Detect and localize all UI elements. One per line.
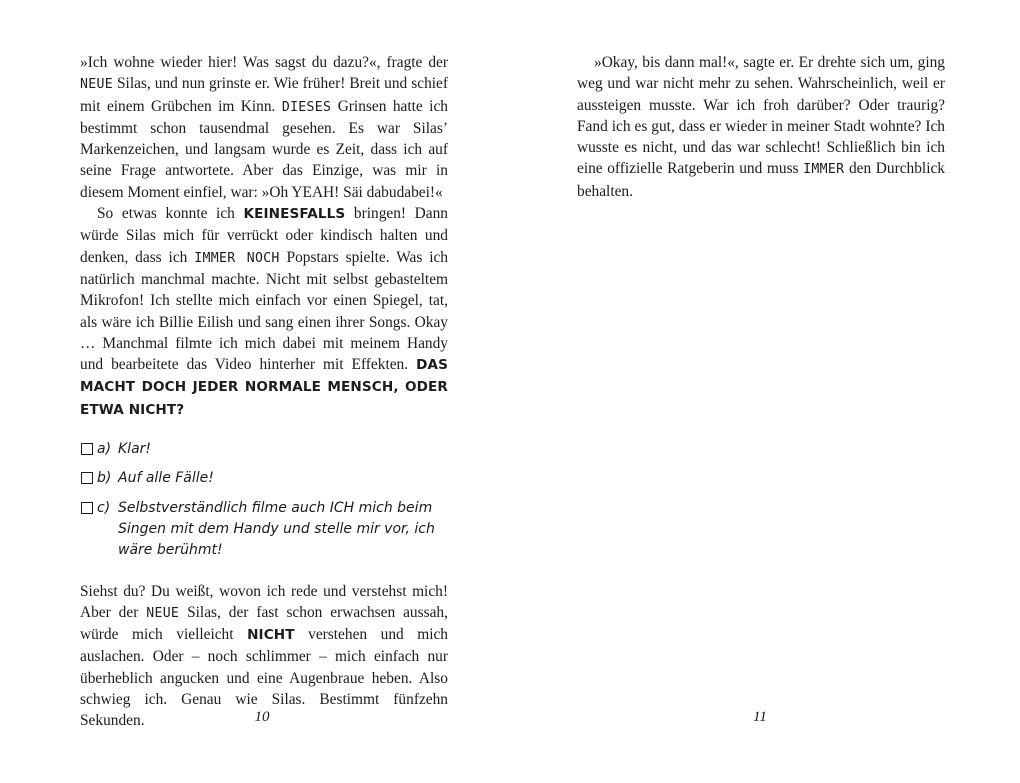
page-number: 11 — [753, 709, 767, 725]
option-a: a) Klar! — [80, 439, 448, 460]
emphasis-neue: NEUE — [146, 605, 180, 621]
paragraph-2: So etwas konnte ich KEINESFALLS bringen! Dann würde Silas mich für verrückt oder kindisch halten und denken, dass ich IMMER NOCH Popstars spielte. Was ich natürlich manchmal machte. Nicht mit selbst gebasteltem Mikrofon! Ich stellte mich einfach vor einen Spiegel, tat, als wäre ich Billie Eilish und sang einen ihrer Songs. Okay … Manchmal filmte ich mich dabei mit meinem Handy und bearbeitete das Video hinterher mit Effekten. DAS MACHT DOCH JEDER NORMALE MENSCH, ODER ETWA NICHT? — [80, 205, 448, 418]
checkbox-icon — [81, 472, 93, 484]
answer-options — [80, 439, 448, 561]
page-number: 10 — [254, 709, 270, 725]
emphasis-nicht: NICHT — [247, 627, 295, 644]
paragraph-3: Siehst du? Du weißt, wovon ich rede und verstehst mich! Aber der NEUE Silas, der fast schon erwachsen aussah, würde mich vielleicht NICHT verstehen und mich auslachen. Oder – noch schlimmer – mich einfach nur überheblich angucken und eine Augenbraue heben. Also schwieg ich. Genau wie Silas. Bestimmt fünfzehn Sekunden. — [80, 582, 449, 730]
emphasis-immer-noch: IMMER NOCH — [194, 250, 280, 266]
paragraph-1: »Okay, bis dann mal!«, sagte er. Er drehte sich um, ging weg und war nicht mehr zu sehen. Wahrscheinlich, weil er aussteigen musste. War ich froh darüber? Oder traurig? Fand ich es gut, dass er wieder in meiner Stadt wohnte? Ich wusste es nicht, und das war schlecht! Schließlich bin ich eine offizielle Ratgeberin und muss IMMER den Durchblick behalten. — [577, 54, 945, 200]
right-text-column — [577, 52, 945, 202]
emphasis-keinesfalls: KEINESFALLS — [243, 206, 346, 223]
emphasis-question: DAS MACHT DOCH JEDER NORMALE MENSCH, ODER ETWA NICHT? — [80, 357, 448, 418]
right-page — [510, 0, 1020, 783]
option-b: b) Auf alle Fälle! — [80, 468, 448, 489]
left-text-column — [80, 52, 448, 732]
paragraph-1: »Ich wohne wieder hier! Was sagst du dazu?«, fragte der NEUE Silas, und nun grinste er. Wie früher! Breit und schief mit einem Grübchen im Kinn. DIESES Grinsen hatte ich bestimmt schon tausendmal gesehen. Es war Silas’ Markenzeichen, und langsam wurde es Zeit, dass ich auf seine Frage antwortete. Aber das Einzige, was mir in diesem Moment einfiel, war: »Oh YEAH! Säi dabudabei!« — [80, 54, 448, 201]
checkbox-icon — [81, 443, 93, 455]
emphasis-dieses: DIESES — [281, 99, 332, 115]
emphasis-neue: NEUE — [80, 77, 113, 93]
checkbox-icon — [81, 502, 93, 514]
emphasis-immer: IMMER — [803, 162, 845, 178]
option-c: c) Selbstverständlich filme auch ICH mich beim Singen mit dem Handy und stelle mir vor, ich wäre berühmt! — [80, 498, 448, 562]
